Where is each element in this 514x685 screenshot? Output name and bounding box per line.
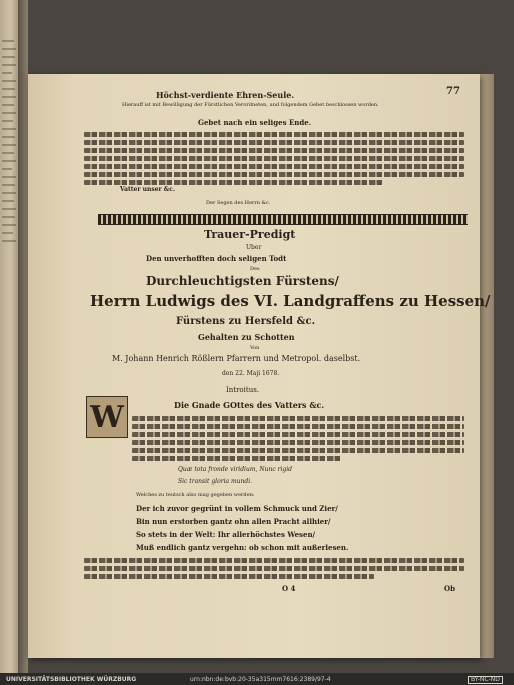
sermon-title: Trauer-Predigt bbox=[204, 228, 296, 241]
ornamental-band bbox=[98, 214, 468, 225]
latin-line-2: Sic transit gloria mundi. bbox=[178, 478, 253, 485]
verse-line-1: Der ich zuvor gegrünt in vollem Schmuck und Zier/ bbox=[136, 504, 338, 513]
viewer-footer bbox=[0, 673, 514, 685]
page-number: 77 bbox=[446, 86, 460, 97]
title-des: Des bbox=[250, 266, 260, 272]
title-von: Von bbox=[250, 345, 260, 351]
library-name: UNIVERSITÄTSBIBLIOTHEK WÜRZBURG bbox=[6, 676, 137, 683]
license-badge[interactable]: BY-NC-ND bbox=[468, 676, 503, 684]
decorated-initial: W bbox=[86, 396, 128, 438]
running-header: Höchst-verdiente Ehren-Seule. bbox=[156, 90, 295, 100]
title-date: den 22. Maji 1678. bbox=[222, 370, 280, 377]
urn-link[interactable]: urn:nbn:de:bvb:20-35a315mm7616:2389/97-4 bbox=[190, 676, 331, 683]
previous-page-edge bbox=[0, 0, 18, 673]
book-gutter bbox=[18, 0, 28, 673]
title-death-line: Den unverhofften doch seligen Todt bbox=[146, 254, 287, 263]
prayer-heading: Gebet nach ein seliges Ende. bbox=[198, 118, 312, 127]
title-prince: Durchleuchtigsten Fürstens/ bbox=[146, 274, 339, 288]
verse-line-4: Muß endlich gantz vergehn: ob schon mit außerlesen. bbox=[136, 543, 349, 552]
title-hersfeld: Fürstens zu Hersfeld &c. bbox=[176, 316, 316, 327]
document-page bbox=[28, 74, 491, 658]
intro-line: Hierauff ist mit Bewilligung der Fürstlichen Verordneten, und folgendem Gebet beschlossen worden. bbox=[122, 102, 379, 108]
signature-mark: O 4 bbox=[282, 584, 296, 593]
grace-line: Die Gnade GOttes des Vatters &c. bbox=[174, 400, 325, 410]
verse-line-3: So stets in der Welt: Ihr allerhöchstes Wesen/ bbox=[136, 530, 316, 539]
introitus-heading: Introitus. bbox=[226, 386, 260, 394]
verse-intro: Welches zu teutsch also mag gegeben werden: bbox=[136, 492, 255, 498]
page-stack-edge bbox=[480, 74, 494, 658]
latin-line-1: Quæ tota fronde viridium, Nunc rigid bbox=[178, 466, 292, 473]
prayer-close: Vatter unser &c. bbox=[120, 186, 175, 193]
blessing-line: Der Segen des Herrn &c. bbox=[206, 200, 271, 206]
title-over: Uber bbox=[246, 244, 262, 251]
title-author: M. Johann Henrich Rößlern Pfarrern und Metropol. daselbst. bbox=[112, 354, 361, 363]
catchword: Ob bbox=[444, 584, 455, 593]
title-ludwig: Herrn Ludwigs des VI. Landgraffens zu Hessen/ bbox=[90, 292, 491, 310]
title-schotten: Gehalten zu Schotten bbox=[198, 332, 295, 342]
verse-line-2: Bin nun erstorben gantz ohn allen Pracht allhier/ bbox=[136, 517, 331, 526]
